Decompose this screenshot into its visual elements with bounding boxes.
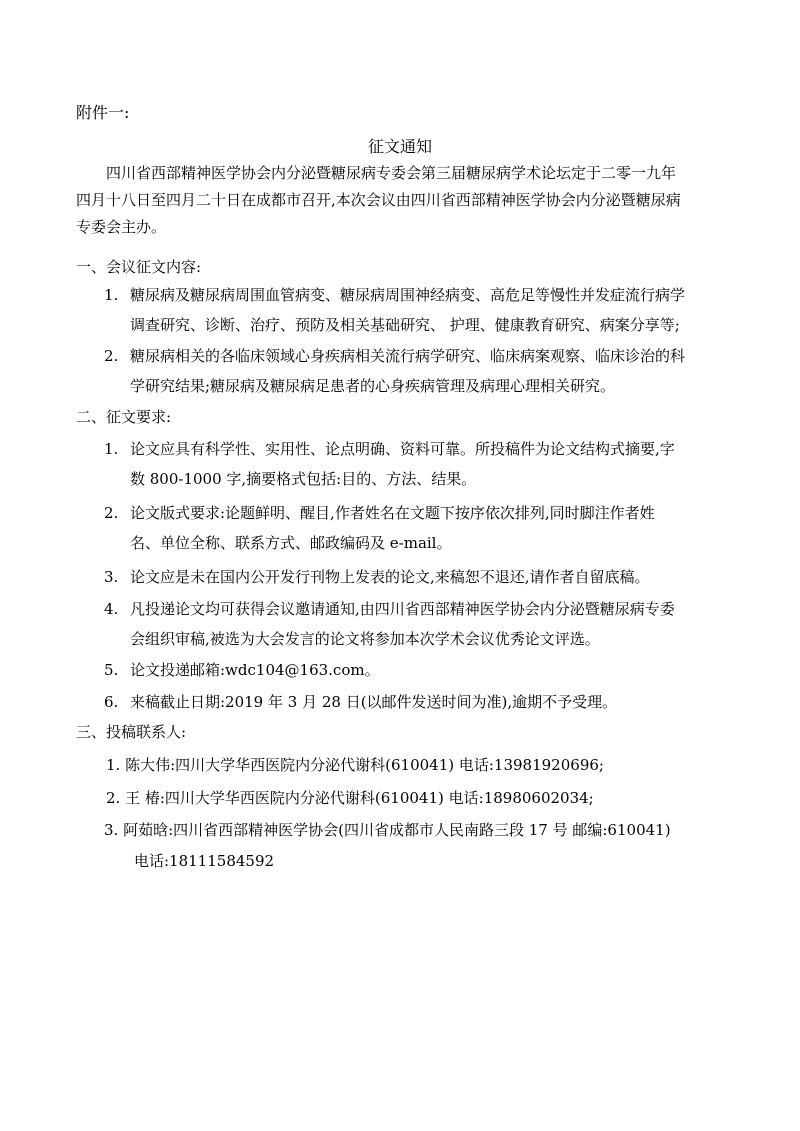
list-item [104, 562, 734, 592]
item-number: 2. [104, 347, 119, 365]
list-item [104, 687, 734, 717]
item-line: 学研究结果;糖尿病及糖尿病足患者的心身疾病管理及病理心理相关研究。 [130, 377, 616, 395]
item-line: 糖尿病及糖尿病周围血管病变、糖尿病周围神经病变、高危足等慢性并发症流行病学 [130, 286, 686, 304]
item-line: 糖尿病相关的各临床领域心身疾病相关流行病学研究、临床病案观察、临床诊治的科 [130, 347, 686, 365]
contact-item: 2. 王 椿:四川大学华西医院内分泌代谢科(610041) 电话:18980602034; [106, 789, 594, 807]
list-item [104, 434, 734, 494]
item-line: 论文应是未在国内公开发行刊物上发表的论文,来稿恕不退还,请作者自留底稿。 [130, 568, 650, 586]
item-line: 调查研究、诊断、治疗、预防及相关基础研究、 护理、健康教育研究、病案分享等; [130, 316, 680, 334]
section-heading-2: 二、征文要求: [76, 408, 172, 426]
item-line: 来稿截止日期:2019 年 3 月 28 日(以邮件发送时间为准),逾期不予受理。 [130, 693, 618, 711]
contact-item: 1. 陈大伟:四川大学华西医院内分泌代谢科(610041) 电话:13981920696; [106, 756, 604, 774]
list-item [104, 655, 734, 685]
item-number: 5. [104, 661, 119, 679]
intro-line-1: 四川省西部精神医学协会内分泌暨糖尿病专委会第三届糖尿病学术论坛定于二零一九年 [106, 164, 677, 182]
intro-paragraph [76, 160, 724, 241]
item-number: 3. [104, 568, 119, 586]
section-heading-3: 三、投稿联系人: [76, 723, 187, 741]
item-line: 会组织审稿,被选为大会发言的论文将参加本次学术会议优秀论文评选。 [130, 630, 600, 648]
item-line: 凡投递论文均可获得会议邀请通知,由四川省西部精神医学协会内分泌暨糖尿病专委 [130, 600, 675, 618]
list-item [104, 594, 734, 654]
intro-line-2: 四月十八日至四月二十日在成都市召开,本次会议由四川省西部精神医学协会内分泌暨糖尿病 [76, 191, 681, 209]
item-line: 论文版式要求:论题鲜明、醒目,作者姓名在文题下按序依次排列,同时脚注作者姓 [130, 504, 655, 522]
page-title: 征文通知 [367, 137, 432, 156]
contact-phone: 电话:18111584592 [134, 852, 275, 870]
item-number: 1. [104, 440, 119, 458]
contact-item: 3. 阿茹晗:四川省西部精神医学协会(四川省成都市人民南路三段 17 号 邮编:610041) [104, 821, 671, 839]
item-line: 论文投递邮箱:wdc104@163.com。 [130, 661, 380, 679]
list-item [104, 280, 734, 340]
item-number: 1. [104, 286, 119, 304]
item-line: 论文应具有科学性、实用性、论点明确、资料可靠。所投稿件为论文结构式摘要,字 [130, 440, 675, 458]
list-item [104, 341, 734, 401]
attachment-label: 附件一: [76, 103, 130, 122]
list-item [104, 498, 734, 558]
intro-line-3: 专委会主办。 [76, 218, 167, 236]
item-line: 名、单位全称、联系方式、邮政编码及 e-mail。 [130, 534, 452, 552]
item-line: 数 800-1000 字,摘要格式包括:目的、方法、结果。 [130, 470, 477, 488]
item-number: 4. [104, 600, 119, 618]
item-number: 6. [104, 693, 119, 711]
item-number: 2. [104, 504, 119, 522]
section-heading-1: 一、会议征文内容: [76, 258, 202, 276]
